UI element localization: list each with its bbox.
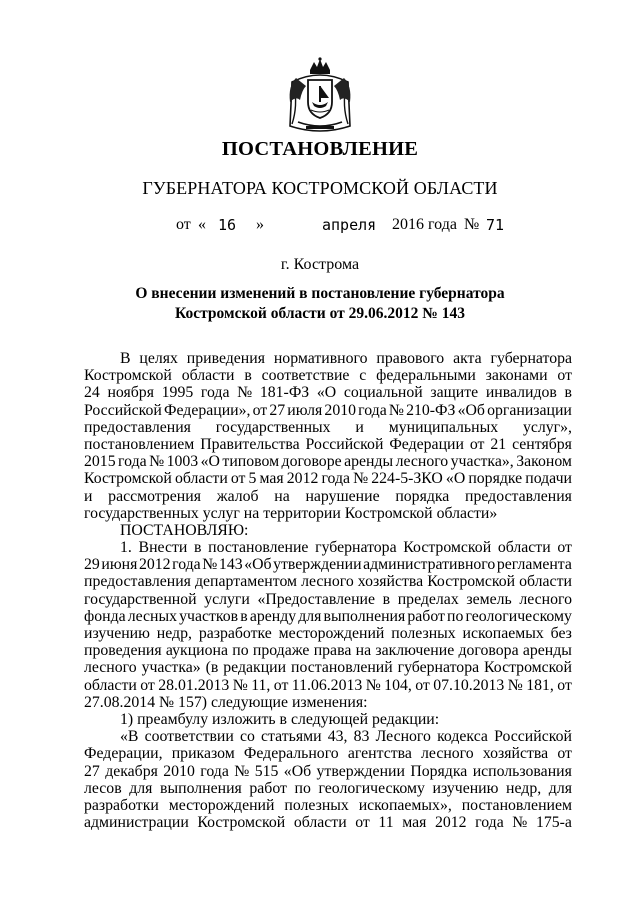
body-line: Костромской области в соответствие с федеральными законами от	[84, 367, 572, 385]
issuer-line: ГУБЕРНАТОРА КОСТРОМСКОЙ ОБЛАСТИ	[142, 178, 498, 198]
date-year: 2016 года	[392, 216, 457, 233]
body-line: В целях приведения нормативного правового акта губернатора	[120, 350, 572, 367]
body-line: изучению недр, разработке месторождений полезных ископаемых без	[84, 625, 572, 642]
body-line: 24 ноября 1995 года № 181-ФЗ «О социальной защите инвалидов в	[84, 384, 572, 402]
body-line: администрации Костромской области от 11 мая 2012 года № 175-а	[84, 814, 572, 832]
number-sign: №	[464, 216, 480, 233]
date-line	[0, 216, 640, 238]
coat-of-arms-emblem	[284, 56, 356, 134]
body-line: 1. Внести в постановление губернатора Костромской области от	[120, 539, 572, 557]
body-line: 29 июня 2012 года № 143 «Об утверждении административного регламента	[84, 556, 572, 574]
date-quote-close: »	[256, 216, 264, 233]
body-line: государственной услуги «Предоставление в пределах земель лесного	[84, 590, 572, 608]
date-prefix: от	[176, 216, 191, 233]
city-line: г. Кострома	[280, 256, 360, 273]
body-line: Федерации, приказом Федерального агентства лесного хозяйства от	[84, 745, 572, 763]
body-line: «В соответствии со статьями 43, 83 Лесного кодекса Российской	[120, 728, 572, 746]
body-line: лесного участка» (в редакции постановлений губернатора Костромской	[84, 659, 572, 677]
body-line: 2015 года № 1003 «О типовом договоре аренды лесного участка», Законом	[84, 453, 572, 471]
date-quote-open: «	[198, 216, 206, 233]
date-month: апреля	[322, 216, 377, 234]
document-number: 71	[486, 216, 505, 234]
body-line: области от 28.01.2013 № 11, от 11.06.2013 № 104, от 07.10.2013 № 181, от	[84, 676, 572, 694]
body-line: Российской Федерации», от 27 июля 2010 года № 210-ФЗ «Об организации	[84, 401, 572, 419]
body-line: проведения аукциона по продаже права на заключение договора аренды	[84, 642, 572, 660]
decree-keyword: ПОСТАНОВЛЯЮ:	[120, 521, 249, 539]
subject-line: Костромской области от 29.06.2012 № 143	[175, 305, 465, 322]
body-line: предоставления департаментом лесного хозяйства Костромской области	[84, 573, 572, 591]
body-line: постановлением Правительства Российской Федерации от 21 сентября	[84, 435, 572, 453]
document-type-title: ПОСТАНОВЛЕНИЕ	[221, 138, 419, 160]
body-line: государственных услуг на территории Костромской области»	[84, 504, 498, 522]
body-line: и рассмотрения жалоб на нарушение порядка предоставления	[84, 487, 572, 505]
date-day: 16	[218, 216, 237, 234]
body-line: предоставления государственных и муниципальных услуг»,	[84, 418, 572, 436]
body-line: лесов для выполнения работ по геологическому изучению недр, для	[84, 779, 572, 797]
subject-line: О внесении изменений в постановление губернатора	[135, 285, 505, 302]
subject-heading	[0, 284, 640, 324]
body-line: 27 декабря 2010 года № 515 «Об утверждении Порядка использования	[84, 762, 572, 780]
body-line: 27.08.2014 № 157) следующие изменения:	[84, 693, 368, 711]
body-line: разработки месторождений полезных ископаемых», постановлением	[84, 796, 572, 814]
body-line: Костромской области от 5 мая 2012 года № 224-5-ЗКО «О порядке подачи	[84, 470, 572, 488]
body-line: фонда лесных участков в аренду для выполнения работ по геологическому	[84, 607, 572, 625]
body-line: 1) преамбулу изложить в следующей редакции:	[120, 710, 440, 728]
document-body	[84, 350, 572, 831]
